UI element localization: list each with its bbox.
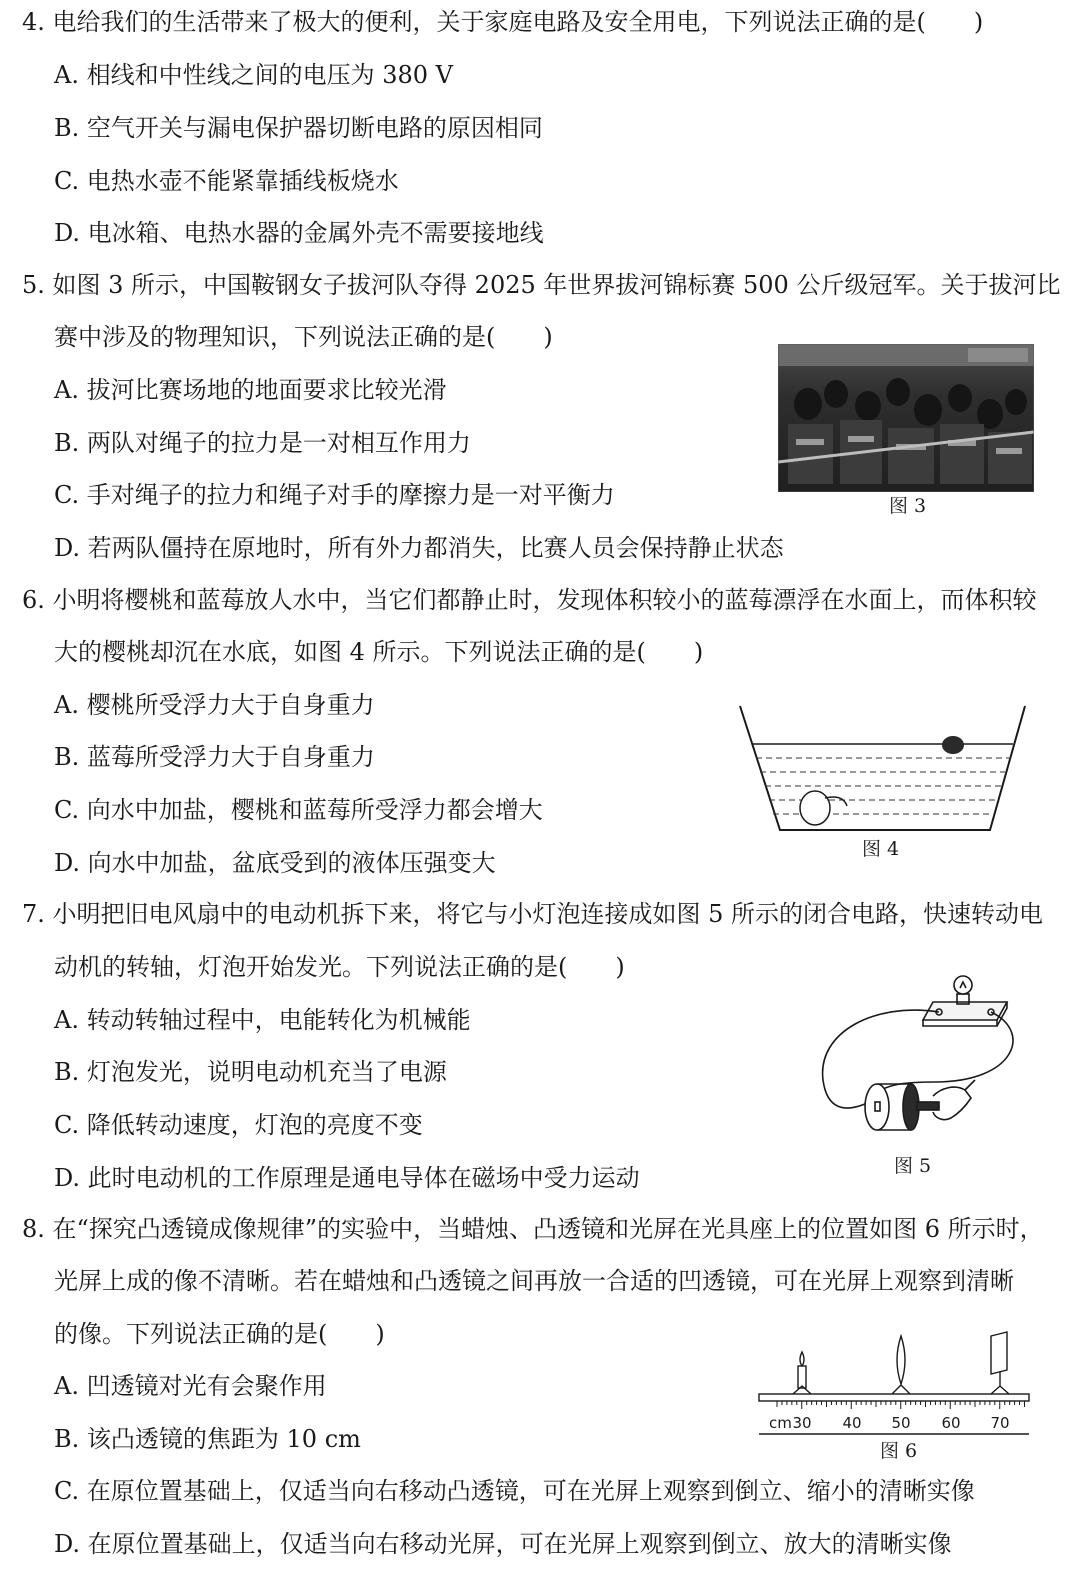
q8-stem-line-1: 8. 在“探究凸透镜成像规律”的实验中，当蜡烛、凸透镜和光屏在光具座上的位置如图 6 所示时， xyxy=(22,1215,1044,1243)
q5-option-a: A. 拔河比赛场地的地面要求比较光滑 xyxy=(54,376,447,404)
q7-option-a: A. 转动转轴过程中，电能转化为机械能 xyxy=(54,1006,471,1034)
figure-6-caption: 图 6 xyxy=(880,1440,918,1462)
figure-3-caption: 图 3 xyxy=(889,495,927,517)
figure-4-caption: 图 4 xyxy=(862,838,900,860)
q8-option-a: A. 凹透镜对光有会聚作用 xyxy=(54,1372,327,1400)
q8-option-b: B. 该凸透镜的焦距为 10 cm xyxy=(54,1425,361,1453)
q5-option-c: C. 手对绳子的拉力和绳子对手的摩擦力是一对平衡力 xyxy=(54,481,615,509)
blueberry-shape xyxy=(942,736,964,754)
tug-of-war-photo xyxy=(778,344,1034,492)
motor-bulb-circuit xyxy=(815,972,1035,1152)
basin-diagram xyxy=(735,698,1030,838)
q7-option-c: C. 降低转动速度，灯泡的亮度不变 xyxy=(54,1111,423,1139)
q6-option-b: B. 蓝莓所受浮力大于自身重力 xyxy=(54,743,375,771)
ruler-unit: cm xyxy=(769,1414,792,1432)
q7-stem-line-1: 7. 小明把旧电风扇中的电动机拆下来，将它与小灯泡连接成如图 5 所示的闭合电路，快速转动电 xyxy=(22,900,1044,928)
ruler-label-40: 40 xyxy=(842,1414,862,1432)
q4-option-b: B. 空气开关与漏电保护器切断电路的原因相同 xyxy=(54,114,543,142)
cherry-shape xyxy=(800,791,847,825)
optical-bench-diagram xyxy=(755,1330,1035,1440)
q4-option-a: A. 相线和中性线之间的电压为 380 V xyxy=(54,61,453,89)
ruler-label-60: 60 xyxy=(941,1414,961,1432)
q7-option-d: D. 此时电动机的工作原理是通电导体在磁场中受力运动 xyxy=(54,1164,640,1192)
q6-stem-line-1: 6. 小明将樱桃和蓝莓放人水中，当它们都静止时，发现体积较小的蓝莓漂浮在水面上，而体积较 xyxy=(22,586,1037,614)
q4-stem-line-1: 4. 电给我们的生活带来了极大的便利，关于家庭电路及安全用电，下列说法正确的是( ) xyxy=(22,8,984,36)
q4-option-c: C. 电热水壶不能紧靠插线板烧水 xyxy=(54,167,399,195)
q8-stem-line-2: 光屏上成的像不清晰。若在蜡烛和凸透镜之间再放一合适的凹透镜，可在光屏上观察到清晰 xyxy=(54,1267,1014,1295)
light-screen-shape xyxy=(991,1332,1009,1394)
q8-option-d: D. 在原位置基础上，仅适当向右移动光屏，可在光屏上观察到倒立、放大的清晰实像 xyxy=(54,1530,952,1558)
q6-option-a: A. 樱桃所受浮力大于自身重力 xyxy=(54,691,375,719)
q8-stem-line-3: 的像。下列说法正确的是( ) xyxy=(54,1320,385,1348)
q5-option-b: B. 两队对绳子的拉力是一对相互作用力 xyxy=(54,429,471,457)
figure-5-caption: 图 5 xyxy=(894,1155,932,1177)
ruler-label-30: 30 xyxy=(792,1414,812,1432)
ruler-label-70: 70 xyxy=(990,1414,1010,1432)
ruler-label-50: 50 xyxy=(891,1414,911,1432)
q7-option-b: B. 灯泡发光，说明电动机充当了电源 xyxy=(54,1058,447,1086)
convex-lens-shape xyxy=(892,1336,910,1394)
q7-stem-line-2: 动机的转轴，灯泡开始发光。下列说法正确的是( ) xyxy=(54,953,625,981)
q5-option-d: D. 若两队僵持在原地时，所有外力都消失，比赛人员会保持静止状态 xyxy=(54,534,784,562)
q5-stem-line-1: 5. 如图 3 所示，中国鞍钢女子拔河队夺得 2025 年世界拔河锦标赛 500 公斤级冠军。关于拔河比 xyxy=(22,271,1061,299)
q6-stem-line-2: 大的樱桃却沉在水底，如图 4 所示。下列说法正确的是( ) xyxy=(54,638,704,666)
candle-shape xyxy=(793,1352,811,1394)
q4-option-d: D. 电冰箱、电热水器的金属外壳不需要接地线 xyxy=(54,219,544,247)
q6-option-d: D. 向水中加盐，盆底受到的液体压强变大 xyxy=(54,849,496,877)
q8-option-c: C. 在原位置基础上，仅适当向右移动凸透镜，可在光屏上观察到倒立、缩小的清晰实像 xyxy=(54,1477,975,1505)
q6-option-c: C. 向水中加盐，樱桃和蓝莓所受浮力都会增大 xyxy=(54,796,543,824)
q5-stem-line-2: 赛中涉及的物理知识，下列说法正确的是( ) xyxy=(54,323,553,351)
